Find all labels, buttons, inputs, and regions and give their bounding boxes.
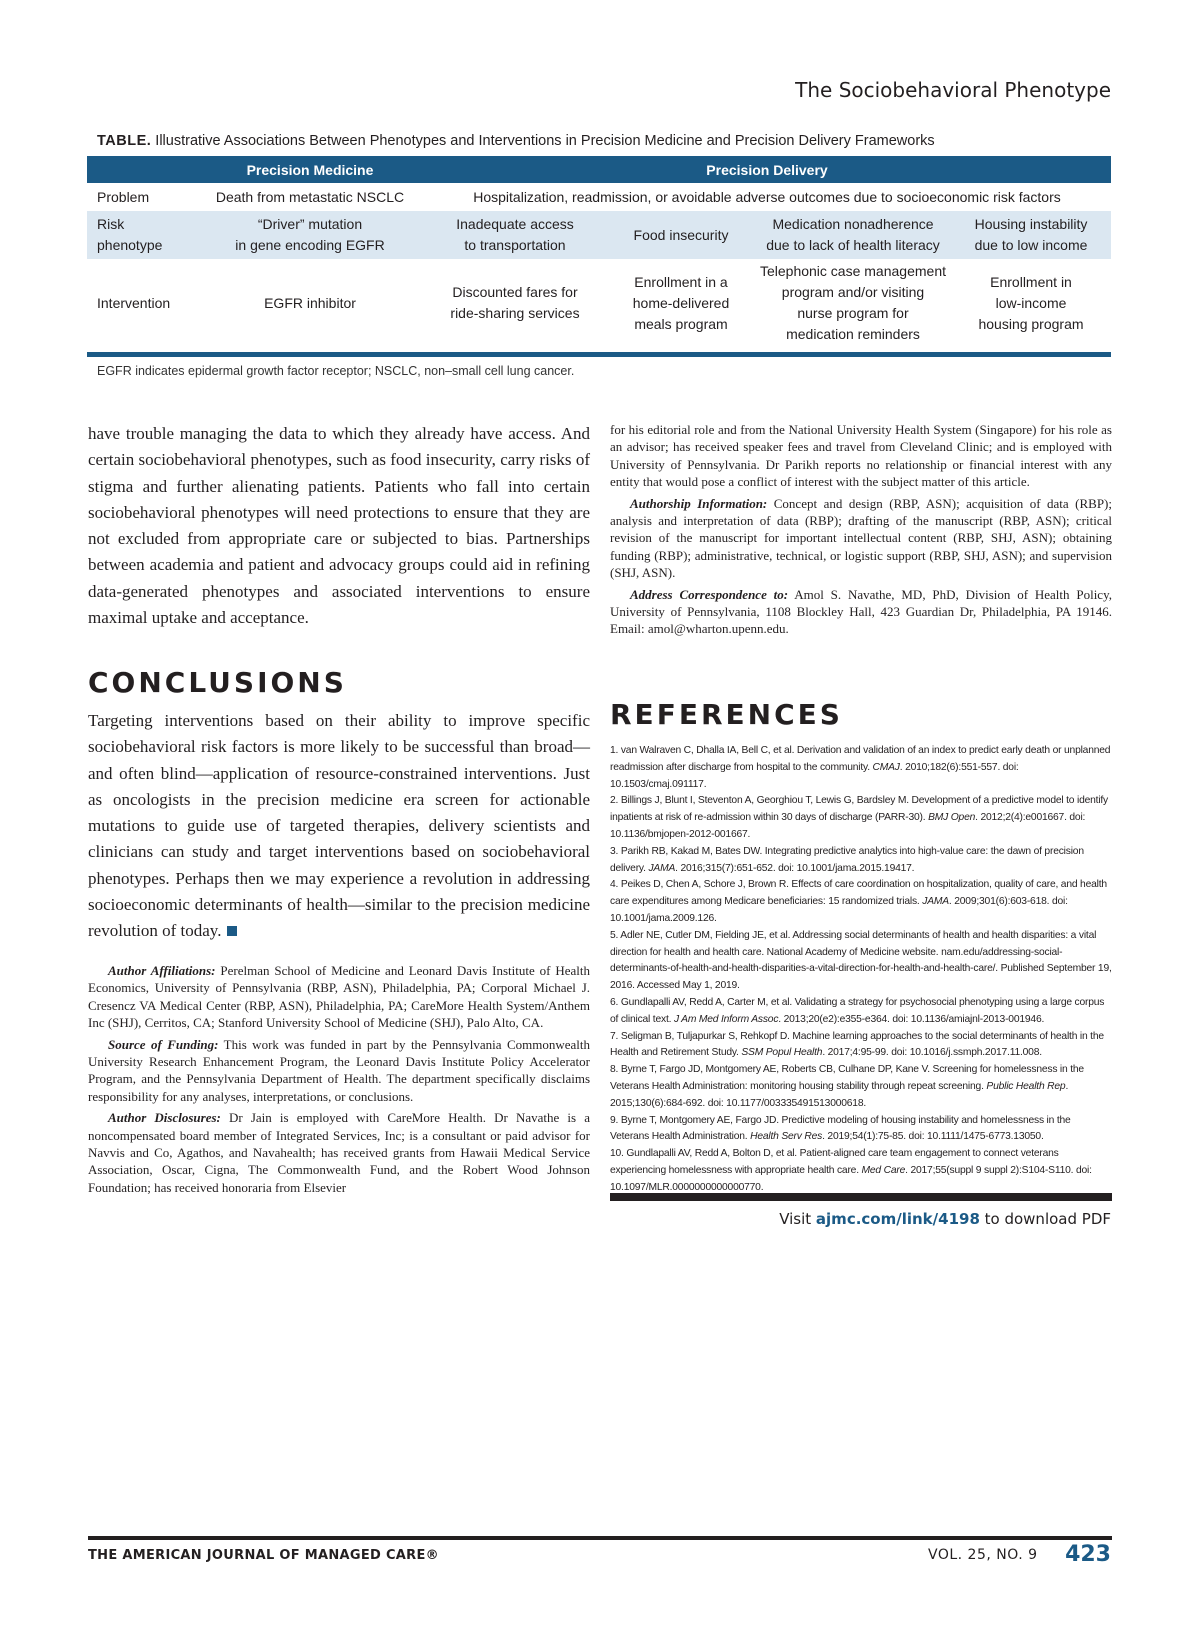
header-precision-delivery: Precision Delivery — [423, 156, 1111, 183]
footer-rule — [88, 1536, 1112, 1540]
reference-text: 5. Adler NE, Cutler DM, Fielding JE, et al. Addressing social determinants of health and health disparities: a vital direction for health and health care. National Academy of Medicine website. nam.edu/addressing-social-determinants-of-health-and-health-disparities-a-vital-direction-for-health-and-health-care/. Published September 19, 2016. Accessed May 1, 2019. — [610, 929, 1112, 992]
reference-citation: . 2016;315(7):651-652. doi: 10.1001/jama.2015.19417. — [675, 862, 915, 874]
intervention-cell-line: Telephonic case management — [759, 263, 946, 279]
intervention-cell-line: ride-sharing services — [450, 305, 580, 321]
intervention-cell-line: nurse program for — [797, 305, 909, 321]
reference-citation: . 2019;54(1):75-85. doi: 10.1111/1475-6773.13050. — [822, 1131, 1044, 1143]
volume-issue: VOL. 25, NO. 9 — [928, 1547, 1038, 1563]
reference-item — [610, 1113, 1112, 1147]
intervention-cell-line: meals program — [634, 315, 728, 332]
conclusions-text: Targeting interventions based on their ability to improve specific sociobehavioral risk factors is more likely to be successful than broad—and often blind—application of resource-constrained interventions. Just as oncologists in the precision medicine era screen for actionable mutations to guide use of targeted therapies, delivery scientists and clinicians can study and target interventions based on sociobehavioral phenotypes. Perhaps then we may experience a revolution in addressing socioeconomic determinants of health—similar to the precision medicine revolution of today. — [88, 711, 590, 941]
authorship-information — [610, 495, 1112, 582]
risk-phenotype-cell-line: Food insecurity — [633, 226, 729, 243]
table-row-problem — [87, 183, 1111, 211]
reference-citation: . 2017;4:95-99. doi: 10.1016/j.ssmph.2017.11.008. — [822, 1047, 1042, 1059]
author-disclosures — [88, 1109, 590, 1196]
header-precision-medicine: Precision Medicine — [197, 156, 423, 183]
download-line — [779, 1210, 1111, 1228]
download-link[interactable]: ajmc.com/link/4198 — [815, 1210, 980, 1228]
reference-journal: SSM Popul Health — [741, 1047, 823, 1059]
author-affiliations — [88, 962, 590, 1032]
disclosures-label: Author Disclosures: — [108, 1110, 221, 1126]
reference-journal: BMJ Open — [928, 812, 976, 824]
authorship-label: Authorship Information: — [630, 495, 768, 511]
intervention-cell — [607, 259, 755, 347]
conclusions-paragraph — [88, 708, 590, 945]
funding-text: This work was funded in part by the Pennsylvania Commonwealth University Research Enhancement Program, the Leonard Davis Institute Policy Accelerator Program, and the Pennsylvania Department of Health. The department specifically disclaims responsibility for any analyses, interpretations, or conclusions. — [88, 1036, 590, 1104]
associations-table — [87, 156, 1111, 347]
risk-phenotype-cell-line: to transportation — [464, 237, 566, 253]
conclusions-heading: CONCLUSIONS — [88, 666, 347, 699]
running-head: The Sociobehavioral Phenotype — [795, 78, 1111, 102]
reference-citation: . 2012;2(4):e001667. doi: 10.1136/bmjopen-2012-001667. — [610, 812, 1086, 840]
table-row-risk-phenotype — [87, 211, 1111, 259]
cell-problem-delivery: Hospitalization, readmission, or avoidable adverse outcomes due to socioeconomic risk factors — [473, 188, 1061, 205]
reference-journal: JAMA — [922, 896, 949, 908]
download-pre: Visit — [779, 1210, 816, 1228]
reference-text: 10. Gundlapalli AV, Redd A, Bolton D, et al. Patient-aligned care team engagement to connect veterans experiencing homelessness with appropriate health care. — [610, 1148, 1059, 1176]
affiliations-label: Author Affiliations: — [108, 963, 216, 978]
intervention-cell — [951, 259, 1111, 347]
reference-text: 6. Gundlapalli AV, Redd A, Carter M, et al. Validating a strategy for psychosocial phenotyping using a large corpus of clinical text. — [610, 996, 1105, 1025]
row-label-intervention: Intervention — [97, 294, 171, 311]
intervention-cell-line: program and/or visiting — [781, 284, 925, 300]
page-number: 423 — [1065, 1542, 1111, 1567]
reference-item — [610, 844, 1112, 878]
authorship-text: Concept and design (RBP, ASN); acquisition of data (RBP); analysis and interpretation of data (RBP); drafting of the manuscript (RBP, ASN); critical revision of the manuscript for important intellectual content (RBP, SHJ, ASN); obtaining funding (RBP); administrative, technical, or logistic support (RBP, SHJ, ASN); and supervision (SHJ, ASN). — [610, 495, 1112, 581]
reference-journal: CMAJ — [872, 761, 900, 773]
row-label-problem: Problem — [97, 188, 150, 205]
address-correspondence — [610, 586, 1112, 638]
author-notes-left — [88, 962, 590, 1200]
intervention-cell — [197, 259, 423, 347]
risk-phenotype-cell — [607, 211, 755, 259]
reference-citation: . 2017;55(suppl 9 suppl 2):S104-S110. doi: 10.1097/MLR.0000000000000770. — [610, 1164, 1092, 1193]
reference-citation: . 2009;301(6):603-618. doi: 10.1001/jama.2009.126. — [610, 896, 1068, 924]
reference-journal: J Am Med Inform Assoc — [673, 1013, 779, 1025]
download-post: to download PDF — [979, 1210, 1111, 1228]
reference-item — [610, 743, 1112, 793]
risk-phenotype-cell-line: Housing instability — [974, 216, 1088, 232]
cell-problem-medicine: Death from metastatic NSCLC — [215, 188, 405, 205]
reference-item — [610, 793, 1112, 843]
reference-journal: JAMA — [648, 862, 676, 874]
intervention-cell-line: EGFR inhibitor — [264, 294, 356, 311]
intervention-cell-line: housing program — [978, 315, 1084, 332]
intervention-cell-line: medication reminders — [786, 326, 920, 342]
reference-item — [610, 1029, 1112, 1063]
reference-text: 9. Byrne T, Montgomery AE, Fargo JD. Predictive modeling of housing instability and homelessness in the Veterans Health Administration. — [610, 1114, 1071, 1143]
intervention-cell — [755, 259, 951, 347]
references-heading: REFERENCES — [610, 698, 843, 731]
header-empty — [87, 156, 197, 183]
reference-item — [610, 995, 1112, 1029]
affiliations-text: Perelman School of Medicine and Leonard Davis Institute of Health Economics, University of Pennsylvania (RBP, ASN), Philadelphia, PA; Corporal Michael J. Cresencz VA Medical Center (RBP, ASN), Philadelphia, PA; CareMore Health System/Anthem Inc (SHJ), Cerritos, CA; Stanford University School of Medicine (SHJ), Palo Alto, CA. — [88, 963, 590, 1031]
table-header-row — [87, 156, 1111, 183]
reference-journal: Public Health Rep — [986, 1080, 1066, 1092]
risk-phenotype-cell — [755, 211, 951, 259]
reference-text: 8. Byrne T, Fargo JD, Montgomery AE, Roberts CB, Culhane DP, Kane V. Screening for homelessness in the Veterans Health Administration: monitoring housing stability through repeat screening. — [610, 1064, 1084, 1092]
intervention-cell-line: Enrollment in — [990, 273, 1072, 290]
reference-text: 2. Billings J, Blunt I, Steventon A, Georghiou T, Lewis G, Bardsley M. Development of a predictive model to identify inpatients at risk of re-admission within 30 days of discharge (PARR-30). — [610, 795, 1109, 824]
risk-phenotype-cell-line: Medication nonadherence — [772, 216, 934, 232]
table-footnote: EGFR indicates epidermal growth factor receptor; NSCLC, non–small cell lung cancer. — [97, 364, 575, 378]
source-of-funding — [88, 1036, 590, 1106]
risk-phenotype-cell-line: in gene encoding EGFR — [235, 237, 385, 253]
references-bottom-rule — [610, 1193, 1112, 1201]
risk-phenotype-cell-line: due to low income — [974, 237, 1088, 253]
table-caption-text: Illustrative Associations Between Phenotypes and Interventions in Precision Medicine and Precision Delivery Frameworks — [151, 133, 935, 149]
reference-journal: Med Care — [861, 1164, 906, 1176]
journal-name: THE AMERICAN JOURNAL OF MANAGED CARE® — [88, 1548, 439, 1563]
table-caption-label: TABLE. — [97, 133, 152, 149]
reference-citation: . 2015;130(6):684-692. doi: 10.1177/003335491513000618. — [610, 1080, 1069, 1109]
reference-text: 7. Seligman B, Tuljapurkar S, Rehkopf D. Machine learning approaches to the social determinants of health in the Health and Retirement Study. — [610, 1030, 1104, 1059]
reference-citation: . 2013;20(e2):e355-e364. doi: 10.1136/amiajnl-2013-001946. — [778, 1013, 1045, 1025]
intervention-cell-line: Discounted fares for — [452, 284, 578, 300]
intervention-cell-line: home-delivered — [632, 294, 730, 311]
risk-phenotype-cell — [423, 211, 607, 259]
reference-item — [610, 928, 1112, 995]
intervention-cell-line: Enrollment in a — [634, 273, 728, 290]
row-label-risk-phenotype: Risk phenotype — [87, 211, 197, 259]
reference-text: 4. Peikes D, Chen A, Schore J, Brown R. Effects of care coordination on hospitalization, quality of care, and health care expenditures among Medicare beneficiaries: 15 randomized trials. — [610, 879, 1107, 908]
reference-text: 3. Parikh RB, Kakad M, Bates DW. Integrating predictive analytics into high-value care: the dawn of precision delivery. — [610, 845, 1084, 874]
table-row-intervention — [87, 259, 1111, 347]
reference-citation: . 2010;182(6):551-557. doi: 10.1503/cmaj.091117. — [610, 761, 1019, 790]
correspondence-label: Address Correspondence to: — [630, 586, 789, 602]
reference-text: 1. van Walraven C, Dhalla IA, Bell C, et al. Derivation and validation of an index to predict early death or unplanned readmission after discharge from hospital to the community. — [610, 745, 1111, 773]
intervention-cell — [423, 259, 607, 347]
risk-phenotype-cell — [197, 211, 423, 259]
body-paragraph: have trouble managing the data to which they already have access. And certain sociobehavioral phenotypes, such as food insecurity, carry risks of stigma and further alienating patients. Patients who fall into certain sociobehavioral phenotypes will need protections to ensure that they are not excluded from appropriate care or subjected to bias. Partnerships between academia and patient and advocacy groups could aid in refining data-generated phenotypes and associated interventions to ensure maximal uptake and acceptance. — [88, 424, 590, 628]
table-bottom-rule — [87, 352, 1111, 357]
funding-label: Source of Funding: — [108, 1036, 219, 1052]
risk-phenotype-cell-line: due to lack of health literacy — [766, 237, 940, 253]
author-notes-right — [610, 421, 1112, 642]
disclosures-text: Dr Jain is employed with CareMore Health. Dr Navathe is a noncompensated board member of Integrated Services, Inc; is a consultant or paid advisor for Navvis and Co, Agathos, and Navahealth; has received grants from Hawaii Medical Service Association, Oscar, Cigna, The Commonwealth Fund, and the Robert Wood Johnson Foundation; has received honoraria from Elsevier — [88, 1110, 590, 1195]
reference-item — [610, 1062, 1112, 1112]
references-list — [610, 743, 1112, 1197]
reference-journal: Health Serv Res — [750, 1131, 823, 1143]
table-caption — [97, 133, 935, 149]
risk-phenotype-cell-line: Inadequate access — [456, 216, 574, 232]
intervention-cell-line: low-income — [995, 294, 1067, 311]
reference-item — [610, 877, 1112, 927]
risk-phenotype-cell — [951, 211, 1111, 259]
risk-phenotype-cell-line: “Driver” mutation — [257, 216, 363, 232]
end-of-article-square-icon — [227, 926, 237, 936]
reference-item — [610, 1146, 1112, 1196]
correspondence-text: Amol S. Navathe, MD, PhD, Division of Health Policy, University of Pennsylvania, 1108 Blockley Hall, 423 Guardian Dr, Philadelphia, PA 19146. Email: amol@wharton.upenn.edu. — [610, 586, 1112, 637]
disclosures-continued: for his editorial role and from the National University Health System (Singapore) for his role as an advisor; has received speaker fees and travel from Cleveland Clinic; and is employed with University of Pennsylvania. Dr Parikh reports no relationship or financial interest with any entity that would pose a conflict of interest with the subject matter of this article. — [610, 422, 1112, 490]
